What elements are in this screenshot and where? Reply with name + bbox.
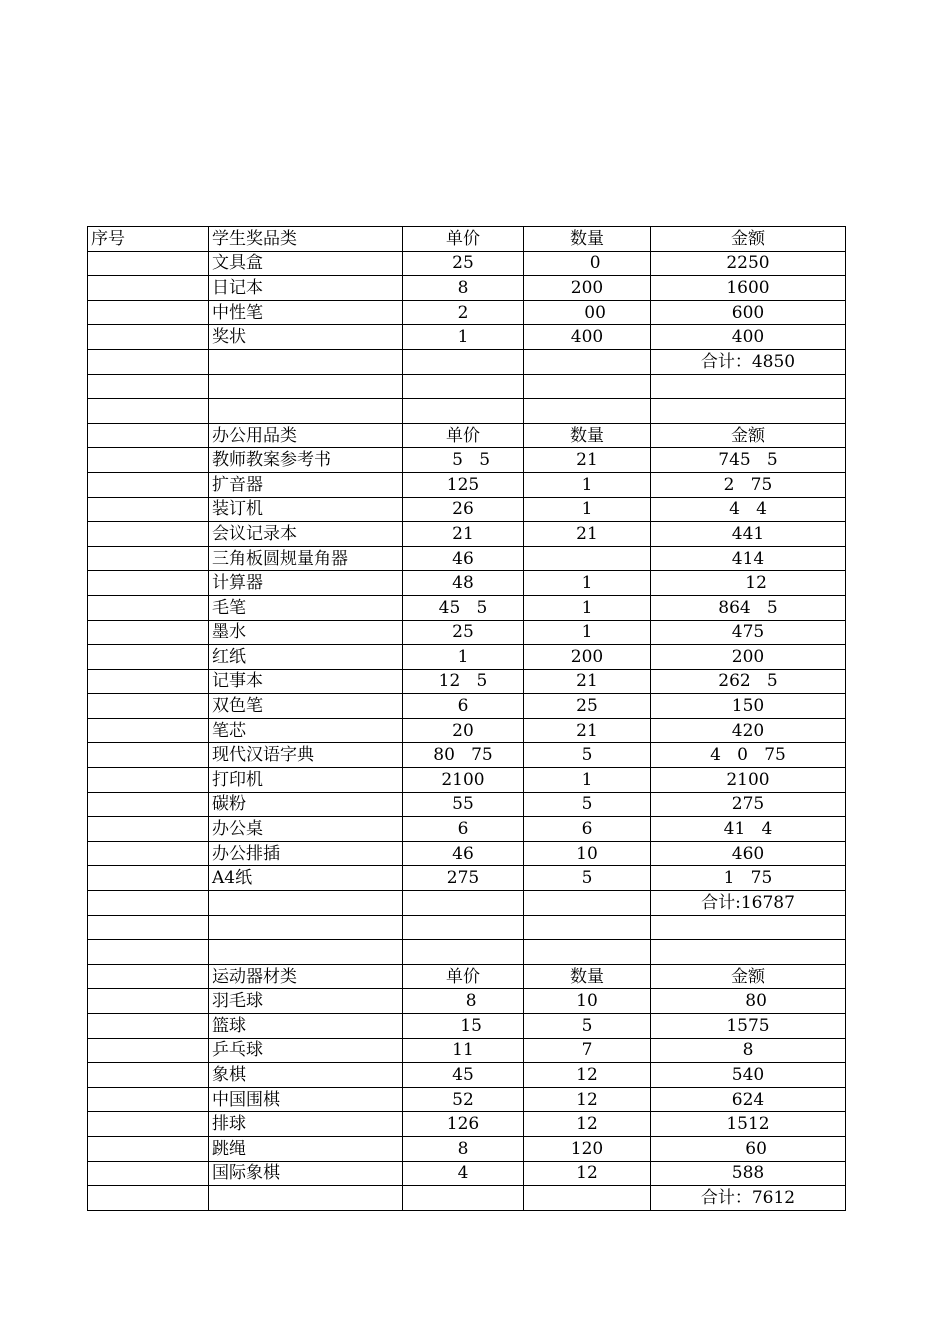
cell-amount[interactable]: 441: [651, 522, 846, 547]
cell-amount[interactable]: 1512: [651, 1112, 846, 1137]
cell-seq[interactable]: [88, 399, 209, 424]
table-row: [88, 1063, 846, 1088]
cell-qty[interactable]: 21: [524, 718, 651, 743]
cell-amount[interactable]: [651, 374, 846, 399]
cell-seq[interactable]: [88, 1087, 209, 1112]
table-row: [88, 1136, 846, 1161]
cell-qty[interactable]: 1: [524, 620, 651, 645]
cell-price[interactable]: 11: [403, 1038, 524, 1063]
cell-amount[interactable]: 420: [651, 718, 846, 743]
cell-price[interactable]: 125: [403, 472, 524, 497]
cell-item[interactable]: 三角板圆规量角器: [209, 546, 403, 571]
cell-amount[interactable]: 8: [651, 1038, 846, 1063]
cell-amount[interactable]: 460: [651, 841, 846, 866]
cell-qty[interactable]: 21: [524, 448, 651, 473]
table-row: [88, 571, 846, 596]
cell-seq[interactable]: [88, 522, 209, 547]
cell-amount[interactable]: 1600: [651, 276, 846, 301]
cell-amount[interactable]: 1575: [651, 1014, 846, 1039]
table-row: [88, 891, 846, 916]
cell-qty[interactable]: [524, 546, 651, 571]
cell-seq[interactable]: [88, 891, 209, 916]
cell-qty[interactable]: 10: [524, 841, 651, 866]
cell-qty[interactable]: [524, 891, 651, 916]
cell-seq[interactable]: [88, 325, 209, 350]
cell-seq[interactable]: [88, 1112, 209, 1137]
cell-item[interactable]: 日记本: [209, 276, 403, 301]
cell-item[interactable]: 办公排插: [209, 841, 403, 866]
cell-seq[interactable]: [88, 349, 209, 374]
cell-qty[interactable]: [524, 374, 651, 399]
cell-amount[interactable]: 金额: [651, 423, 846, 448]
header-category[interactable]: 学生奖品类: [209, 227, 403, 252]
cell-amount[interactable]: 金额: [651, 964, 846, 989]
cell-qty[interactable]: 5: [524, 743, 651, 768]
cell-seq[interactable]: [88, 571, 209, 596]
table-row: [88, 768, 846, 793]
cell-price[interactable]: [403, 374, 524, 399]
cell-amount[interactable]: 588: [651, 1161, 846, 1186]
cell-seq[interactable]: [88, 546, 209, 571]
cell-qty[interactable]: 1: [524, 595, 651, 620]
cell-seq[interactable]: [88, 718, 209, 743]
cell-seq[interactable]: [88, 497, 209, 522]
cell-qty[interactable]: 5: [524, 792, 651, 817]
table-row: [88, 1038, 846, 1063]
cell-item[interactable]: 办公桌: [209, 817, 403, 842]
table-row: [88, 1087, 846, 1112]
cell-price[interactable]: [403, 349, 524, 374]
cell-seq[interactable]: [88, 940, 209, 965]
cell-seq[interactable]: [88, 1063, 209, 1088]
table-row: [88, 300, 846, 325]
cell-price[interactable]: 45 5: [403, 595, 524, 620]
table-body: [88, 227, 846, 1211]
cell-item[interactable]: 象棋: [209, 1063, 403, 1088]
cell-amount[interactable]: 150: [651, 694, 846, 719]
cell-item[interactable]: 装订机: [209, 497, 403, 522]
table-row: [88, 472, 846, 497]
cell-price[interactable]: [403, 915, 524, 940]
cell-price[interactable]: 126: [403, 1112, 524, 1137]
cell-item[interactable]: 红纸: [209, 645, 403, 670]
cell-item[interactable]: 墨水: [209, 620, 403, 645]
cell-item[interactable]: [209, 891, 403, 916]
cell-price[interactable]: 单价: [403, 964, 524, 989]
cell-seq[interactable]: [88, 792, 209, 817]
cell-qty[interactable]: 25: [524, 694, 651, 719]
cell-qty[interactable]: [524, 1186, 651, 1211]
cell-price[interactable]: [403, 940, 524, 965]
cell-qty[interactable]: 120: [524, 1136, 651, 1161]
cell-seq[interactable]: [88, 694, 209, 719]
cell-seq[interactable]: [88, 423, 209, 448]
cell-qty[interactable]: 00: [524, 300, 651, 325]
cell-price[interactable]: 2: [403, 300, 524, 325]
spreadsheet-table: [87, 226, 846, 1211]
cell-seq[interactable]: [88, 817, 209, 842]
cell-seq[interactable]: [88, 866, 209, 891]
cell-amount[interactable]: 262 5: [651, 669, 846, 694]
cell-item[interactable]: 毛笔: [209, 595, 403, 620]
cell-amount[interactable]: 2 75: [651, 472, 846, 497]
cell-qty[interactable]: 200: [524, 276, 651, 301]
cell-item[interactable]: [209, 399, 403, 424]
cell-price[interactable]: 52: [403, 1087, 524, 1112]
cell-seq[interactable]: [88, 1136, 209, 1161]
cell-seq[interactable]: [88, 1014, 209, 1039]
cell-qty[interactable]: 1: [524, 497, 651, 522]
cell-qty[interactable]: [524, 349, 651, 374]
cell-amount[interactable]: 475: [651, 620, 846, 645]
table-row: [88, 325, 846, 350]
cell-seq[interactable]: [88, 964, 209, 989]
table-row: [88, 1186, 846, 1211]
cell-item[interactable]: 扩音器: [209, 472, 403, 497]
cell-price[interactable]: 8: [403, 276, 524, 301]
cell-amount[interactable]: 400: [651, 325, 846, 350]
table-row: [88, 1161, 846, 1186]
cell-seq[interactable]: [88, 1186, 209, 1211]
cell-seq[interactable]: [88, 669, 209, 694]
cell-amount[interactable]: 12: [651, 571, 846, 596]
cell-seq[interactable]: [88, 448, 209, 473]
cell-price[interactable]: [403, 891, 524, 916]
cell-amount[interactable]: 540: [651, 1063, 846, 1088]
header-price[interactable]: 单价: [403, 227, 524, 252]
table-row: [88, 1014, 846, 1039]
cell-price[interactable]: 46: [403, 546, 524, 571]
cell-qty[interactable]: 5: [524, 1014, 651, 1039]
cell-amount[interactable]: 合计:16787: [651, 891, 846, 916]
cell-price[interactable]: 8: [403, 1136, 524, 1161]
cell-seq[interactable]: [88, 1161, 209, 1186]
cell-item[interactable]: 打印机: [209, 768, 403, 793]
cell-seq[interactable]: [88, 620, 209, 645]
cell-price[interactable]: 2100: [403, 768, 524, 793]
cell-price[interactable]: 26: [403, 497, 524, 522]
cell-item[interactable]: 中性笔: [209, 300, 403, 325]
cell-amount[interactable]: 41 4: [651, 817, 846, 842]
cell-item[interactable]: 乒乓球: [209, 1038, 403, 1063]
cell-amount[interactable]: 4 0 75: [651, 743, 846, 768]
cell-item[interactable]: [209, 940, 403, 965]
table-row: [88, 866, 846, 891]
table-row: [88, 595, 846, 620]
table-row: [88, 276, 846, 301]
cell-item[interactable]: [209, 1186, 403, 1211]
table-header-row: [88, 227, 846, 252]
cell-qty[interactable]: 12: [524, 1161, 651, 1186]
cell-qty[interactable]: 21: [524, 522, 651, 547]
cell-qty[interactable]: 21: [524, 669, 651, 694]
cell-amount[interactable]: 624: [651, 1087, 846, 1112]
cell-price[interactable]: [403, 1186, 524, 1211]
cell-amount[interactable]: 2100: [651, 768, 846, 793]
table-row: [88, 522, 846, 547]
cell-seq[interactable]: [88, 743, 209, 768]
table-row: [88, 743, 846, 768]
header-seq[interactable]: 序号: [88, 227, 209, 252]
cell-item[interactable]: 奖状: [209, 325, 403, 350]
cell-amount[interactable]: 1 75: [651, 866, 846, 891]
cell-item[interactable]: 排球: [209, 1112, 403, 1137]
table-row: [88, 964, 846, 989]
cell-qty[interactable]: 12: [524, 1087, 651, 1112]
cell-price[interactable]: 80 75: [403, 743, 524, 768]
table-row: [88, 251, 846, 276]
cell-seq[interactable]: [88, 915, 209, 940]
cell-price[interactable]: 6: [403, 817, 524, 842]
cell-amount[interactable]: [651, 399, 846, 424]
cell-price[interactable]: 55: [403, 792, 524, 817]
cell-amount[interactable]: [651, 940, 846, 965]
cell-item[interactable]: 文具盒: [209, 251, 403, 276]
cell-amount[interactable]: 600: [651, 300, 846, 325]
cell-qty[interactable]: 12: [524, 1112, 651, 1137]
cell-qty[interactable]: 10: [524, 989, 651, 1014]
table-row: [88, 694, 846, 719]
cell-seq[interactable]: [88, 1038, 209, 1063]
cell-price[interactable]: 8: [403, 989, 524, 1014]
cell-price[interactable]: 4: [403, 1161, 524, 1186]
cell-qty[interactable]: 5: [524, 866, 651, 891]
cell-item[interactable]: [209, 374, 403, 399]
cell-qty[interactable]: 12: [524, 1063, 651, 1088]
cell-amount[interactable]: 745 5: [651, 448, 846, 473]
table-row: [88, 669, 846, 694]
cell-seq[interactable]: [88, 472, 209, 497]
cell-amount[interactable]: 200: [651, 645, 846, 670]
cell-price[interactable]: 1: [403, 325, 524, 350]
cell-item[interactable]: 中国围棋: [209, 1087, 403, 1112]
table-row: [88, 718, 846, 743]
table-row: [88, 399, 846, 424]
cell-price[interactable]: 6: [403, 694, 524, 719]
cell-seq[interactable]: [88, 841, 209, 866]
cell-qty[interactable]: 7: [524, 1038, 651, 1063]
table-row: [88, 448, 846, 473]
table-row: [88, 989, 846, 1014]
table-row: [88, 841, 846, 866]
table-row: [88, 620, 846, 645]
cell-item[interactable]: 记事本: [209, 669, 403, 694]
cell-price[interactable]: 21: [403, 522, 524, 547]
cell-item[interactable]: 办公用品类: [209, 423, 403, 448]
cell-price[interactable]: [403, 399, 524, 424]
table-row: [88, 645, 846, 670]
cell-qty[interactable]: [524, 399, 651, 424]
cell-qty[interactable]: 6: [524, 817, 651, 842]
cell-amount[interactable]: 4 4: [651, 497, 846, 522]
cell-qty[interactable]: 数量: [524, 423, 651, 448]
cell-price[interactable]: 20: [403, 718, 524, 743]
cell-amount[interactable]: 2250: [651, 251, 846, 276]
table-row: [88, 915, 846, 940]
cell-amount[interactable]: 275: [651, 792, 846, 817]
cell-qty[interactable]: 1: [524, 768, 651, 793]
cell-qty[interactable]: 400: [524, 325, 651, 350]
cell-item[interactable]: 笔芯: [209, 718, 403, 743]
cell-item[interactable]: 羽毛球: [209, 989, 403, 1014]
cell-seq[interactable]: [88, 768, 209, 793]
table-row: [88, 1112, 846, 1137]
cell-amount[interactable]: [651, 915, 846, 940]
cell-item[interactable]: 运动器材类: [209, 964, 403, 989]
header-qty[interactable]: 数量: [524, 227, 651, 252]
cell-amount[interactable]: 合计：7612: [651, 1186, 846, 1211]
table-row: [88, 349, 846, 374]
cell-seq[interactable]: [88, 595, 209, 620]
cell-price[interactable]: 5 5: [403, 448, 524, 473]
cell-item[interactable]: A4纸: [209, 866, 403, 891]
cell-amount[interactable]: 60: [651, 1136, 846, 1161]
cell-price[interactable]: 单价: [403, 423, 524, 448]
cell-price[interactable]: 45: [403, 1063, 524, 1088]
table-row: [88, 374, 846, 399]
cell-item[interactable]: 现代汉语字典: [209, 743, 403, 768]
cell-price[interactable]: 48: [403, 571, 524, 596]
cell-item[interactable]: 国际象棋: [209, 1161, 403, 1186]
cell-item[interactable]: 跳绳: [209, 1136, 403, 1161]
cell-price[interactable]: 25: [403, 620, 524, 645]
table-row: [88, 792, 846, 817]
header-amount[interactable]: 金额: [651, 227, 846, 252]
cell-seq[interactable]: [88, 374, 209, 399]
cell-seq[interactable]: [88, 645, 209, 670]
cell-qty[interactable]: 1: [524, 571, 651, 596]
cell-seq[interactable]: [88, 989, 209, 1014]
cell-item[interactable]: 教师教案参考书: [209, 448, 403, 473]
cell-price[interactable]: 46: [403, 841, 524, 866]
cell-item[interactable]: 会议记录本: [209, 522, 403, 547]
cell-seq[interactable]: [88, 276, 209, 301]
cell-price[interactable]: 25: [403, 251, 524, 276]
cell-qty[interactable]: 数量: [524, 964, 651, 989]
table-row: [88, 423, 846, 448]
cell-amount[interactable]: 合计：4850: [651, 349, 846, 374]
table-row: [88, 940, 846, 965]
cell-amount[interactable]: 80: [651, 989, 846, 1014]
cell-qty[interactable]: [524, 940, 651, 965]
cell-amount[interactable]: 414: [651, 546, 846, 571]
table-row: [88, 497, 846, 522]
cell-seq[interactable]: [88, 251, 209, 276]
cell-item[interactable]: 篮球: [209, 1014, 403, 1039]
cell-seq[interactable]: [88, 300, 209, 325]
table-row: [88, 817, 846, 842]
cell-price[interactable]: 1: [403, 645, 524, 670]
cell-amount[interactable]: 864 5: [651, 595, 846, 620]
cell-item[interactable]: [209, 915, 403, 940]
cell-price[interactable]: 15: [403, 1014, 524, 1039]
cell-qty[interactable]: [524, 915, 651, 940]
cell-qty[interactable]: 200: [524, 645, 651, 670]
cell-qty[interactable]: 1: [524, 472, 651, 497]
cell-qty[interactable]: 0: [524, 251, 651, 276]
cell-price[interactable]: 275: [403, 866, 524, 891]
table-row: [88, 546, 846, 571]
cell-item[interactable]: 计算器: [209, 571, 403, 596]
cell-price[interactable]: 12 5: [403, 669, 524, 694]
cell-item[interactable]: [209, 349, 403, 374]
cell-item[interactable]: 双色笔: [209, 694, 403, 719]
cell-item[interactable]: 碳粉: [209, 792, 403, 817]
